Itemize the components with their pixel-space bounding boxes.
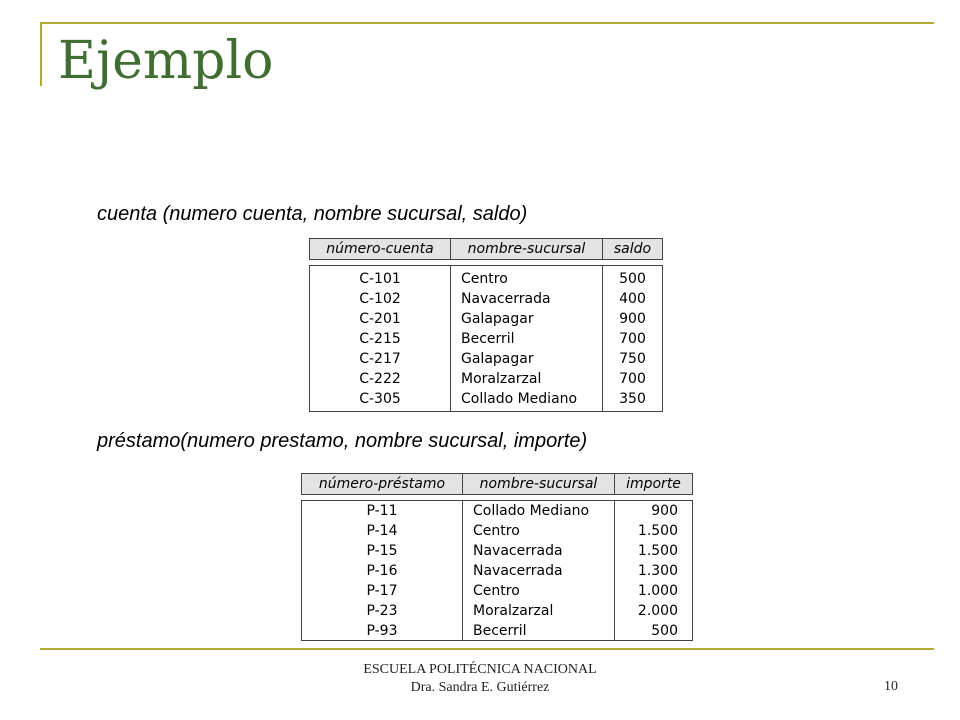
cuenta-table bbox=[309, 238, 663, 412]
table-cell: Collado Mediano bbox=[473, 503, 590, 519]
table-cell: Collado Mediano bbox=[461, 391, 578, 407]
table-cell: 400 bbox=[619, 291, 646, 307]
column-header: nombre-sucursal bbox=[451, 239, 603, 259]
cuenta-table-body bbox=[309, 265, 663, 412]
table-cell: Moralzarzal bbox=[473, 603, 554, 619]
table-cell: 1.000 bbox=[637, 583, 678, 599]
table-cell: Navacerrada bbox=[461, 291, 551, 307]
table-cell: Navacerrada bbox=[473, 543, 563, 559]
table-cell: Centro bbox=[461, 271, 508, 287]
column-header: importe bbox=[626, 476, 681, 492]
prestamo-table bbox=[301, 473, 693, 641]
table-cell: Becerril bbox=[473, 623, 527, 639]
table-cell: 700 bbox=[619, 331, 646, 347]
table-cell: Galapagar bbox=[461, 351, 534, 367]
cuenta-table-header bbox=[309, 238, 663, 260]
column-header: número-préstamo bbox=[302, 474, 463, 494]
column-header: saldo bbox=[613, 241, 652, 257]
footer-author: Dra. Sandra E. Gutiérrez bbox=[410, 680, 550, 695]
table-cell: Becerril bbox=[461, 331, 515, 347]
table-cell: 1.300 bbox=[637, 563, 678, 579]
table-cell: Galapagar bbox=[461, 311, 534, 327]
table-cell: C-201 bbox=[359, 311, 401, 327]
table-cell: 500 bbox=[651, 623, 678, 639]
footer-rule bbox=[40, 648, 934, 650]
cuenta-column-sucursal bbox=[451, 266, 603, 411]
table-cell: Centro bbox=[473, 583, 520, 599]
table-cell: 900 bbox=[619, 311, 646, 327]
column-header: nombre-sucursal bbox=[463, 474, 615, 494]
table-cell: Centro bbox=[473, 523, 520, 539]
table-cell: P-14 bbox=[366, 523, 398, 539]
prestamo-schema-caption: préstamo(numero prestamo, nombre sucursal, importe) bbox=[97, 430, 588, 452]
table-cell: C-217 bbox=[359, 351, 401, 367]
table-cell: 350 bbox=[619, 391, 646, 407]
table-cell: 2.000 bbox=[637, 603, 678, 619]
frame-top-rule bbox=[40, 22, 934, 24]
cuenta-column-numero bbox=[310, 266, 451, 411]
table-cell: Moralzarzal bbox=[461, 371, 542, 387]
prestamo-column-numero bbox=[302, 501, 463, 640]
table-cell: P-17 bbox=[366, 583, 398, 599]
table-cell: C-102 bbox=[359, 291, 401, 307]
table-cell: 1.500 bbox=[637, 543, 678, 559]
table-cell: 1.500 bbox=[637, 523, 678, 539]
table-cell: P-23 bbox=[366, 603, 398, 619]
frame-left-rule bbox=[40, 22, 42, 86]
table-cell: P-93 bbox=[366, 623, 398, 639]
table-cell: 750 bbox=[619, 351, 646, 367]
table-cell: C-101 bbox=[359, 271, 401, 287]
table-cell: 700 bbox=[619, 371, 646, 387]
table-cell: C-215 bbox=[359, 331, 401, 347]
prestamo-table-body bbox=[301, 500, 693, 641]
table-cell: 500 bbox=[619, 271, 646, 287]
prestamo-column-sucursal bbox=[463, 501, 615, 640]
cuenta-schema-caption: cuenta (numero cuenta, nombre sucursal, saldo) bbox=[97, 203, 528, 225]
slide-title: Ejemplo bbox=[58, 31, 274, 91]
prestamo-column-importe bbox=[615, 501, 692, 640]
table-cell: C-305 bbox=[359, 391, 401, 407]
table-cell: P-16 bbox=[366, 563, 398, 579]
footer-institution: ESCUELA POLITÉCNICA NACIONAL bbox=[363, 662, 597, 677]
table-cell: 900 bbox=[651, 503, 678, 519]
table-cell: P-11 bbox=[366, 503, 398, 519]
cuenta-column-saldo bbox=[603, 266, 662, 411]
table-cell: P-15 bbox=[366, 543, 398, 559]
prestamo-table-header bbox=[301, 473, 693, 495]
slide-footer bbox=[0, 661, 960, 697]
column-header: número-cuenta bbox=[310, 239, 451, 259]
page-number: 10 bbox=[884, 679, 898, 694]
table-cell: C-222 bbox=[359, 371, 401, 387]
table-cell: Navacerrada bbox=[473, 563, 563, 579]
